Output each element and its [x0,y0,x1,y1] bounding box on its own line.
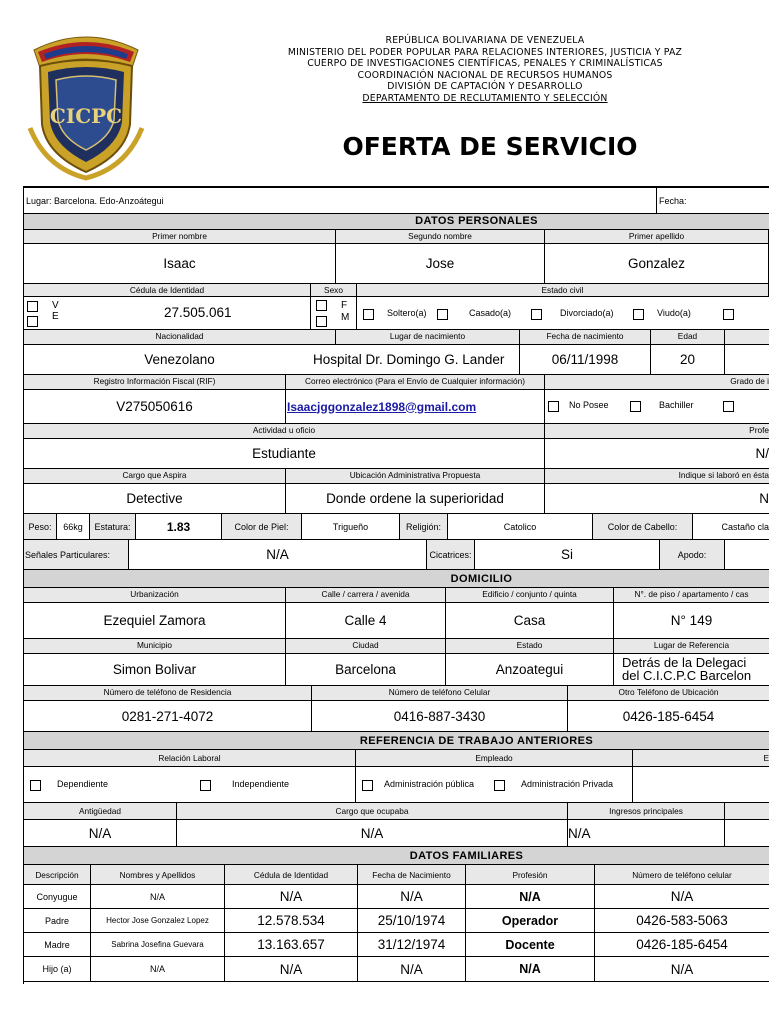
referencia-value [614,654,769,686]
familia-cell: N/A [466,957,595,982]
cicatrices-label: Cicatrices: [427,540,475,570]
section-datos-familiares: DATOS FAMILIARES [24,847,769,865]
segundo-nombre-value: Jose [336,244,545,284]
logo-text: CICPC [49,104,123,128]
referencia-line-1: Detrás de la Delegaci [622,655,747,670]
apodo-value [725,540,769,570]
religion-label: Religión: [400,514,448,540]
fecha-nacimiento-value: 06/11/1998 [520,345,651,375]
senales-value: N/A [129,540,427,570]
actividad-label: Actividad u oficio [24,424,545,439]
header-line: COORDINACIÓN NACIONAL DE RECURSOS HUMANOS [357,69,613,81]
laboro-label: Indique si laboró en ésta [545,469,769,484]
correo-cell [286,390,545,424]
familia-cell: 25/10/1974 [358,909,466,933]
edificio-label: Edificio / conjunto / quinta [446,588,614,603]
familia-cell: N/A [595,957,769,982]
edad-value: 20 [651,345,725,375]
sexo-m-checkbox[interactable] [316,316,327,327]
primer-apellido-value: Gonzalez [545,244,769,284]
estado-label: Estado [446,639,614,654]
familia-cell: N/A [595,885,769,909]
section-datos-personales: DATOS PERSONALES [24,214,769,230]
familia-cell: Sabrina Josefina Guevara [91,933,225,957]
soltero-label: Soltero(a) [387,308,427,318]
apodo-label: Apodo: [660,540,725,570]
grado-label: Grado de i [545,375,769,390]
municipio-label: Municipio [24,639,286,654]
familia-cell: N/A [466,885,595,909]
primer-apellido-label: Primer apellido [545,230,769,244]
no-posee-label: No Posee [569,400,609,410]
sexo-label: Sexo [311,284,357,297]
estado-value: Anzoategui [446,654,614,686]
piso-value: N° 149 [614,603,769,639]
primer-nombre-value: Isaac [24,244,336,284]
admin-privada-checkbox[interactable] [494,780,505,791]
lugar-nacimiento-label: Lugar de nacimiento [336,330,520,345]
estado-civil-label: Estado civil [357,284,769,297]
estatura-value: 1.83 [136,514,222,540]
ubicacion-label: Ubicación Administrativa Propuesta [286,469,545,484]
soltero-checkbox[interactable] [363,309,374,320]
ingresos-extra-value [725,820,769,847]
ingresos-value: N/A [568,820,725,847]
service-form [23,186,769,984]
familia-cell: Padre [24,909,91,933]
relacion-cell [24,767,356,803]
cedula-label: Cédula de Identidad [24,284,311,297]
sexo-f-label: F [341,300,348,311]
actividad-value: Estudiante [24,439,545,469]
calle-value: Calle 4 [286,603,446,639]
cedula-cell [24,297,311,330]
familia-cell: N/A [91,957,225,982]
nacionalidad-label: Nacionalidad [24,330,336,345]
union-checkbox[interactable] [723,309,734,320]
casado-checkbox[interactable] [437,309,448,320]
header-line: CUERPO DE INVESTIGACIONES CIENTÍFICAS, PENALES Y CRIMINALÍSTICAS [307,58,663,70]
familia-cell: 0426-583-5063 [595,909,769,933]
ingresos-label: Ingresos principales [568,803,725,820]
cargo-aspira-label: Cargo que Aspira [24,469,286,484]
cabello-label: Color de Cabello: [593,514,693,540]
tsu-checkbox[interactable] [723,401,734,412]
religion-value: Catolico [448,514,593,540]
familia-header: Nombres y Apellidos [91,865,225,885]
sexo-f-checkbox[interactable] [316,300,327,311]
relacion-laboral-label: Relación Laboral [24,750,356,767]
segundo-nombre-label: Segundo nombre [336,230,545,244]
ingresos-extra-label [725,803,769,820]
cargo-aspira-value: Detective [24,484,286,514]
cargo-ocupaba-value: N/A [177,820,568,847]
header-line: MINISTERIO DEL PODER POPULAR PARA RELACIONES INTERIORES, JUSTICIA Y PAZ [287,46,683,58]
piel-label: Color de Piel: [222,514,302,540]
no-posee-checkbox[interactable] [548,401,559,412]
empleado-label: Empleado [356,750,633,767]
familia-cell: Madre [24,933,91,957]
piel-value: Trigueño [302,514,400,540]
familia-header: Descripción [24,865,91,885]
cedula-v-checkbox[interactable] [27,301,38,312]
empleado-cell [356,767,633,803]
calle-label: Calle / carrera / avenida [286,588,446,603]
header-line: REPÚBLICA BOLIVARIANA DE VENEZUELA [385,35,585,46]
header-line: DIVISIÓN DE CAPTACIÓN Y DESARROLLO [387,81,583,93]
familia-header: Número de teléfono celular [595,865,769,885]
piso-label: N°. de piso / apartamento / cas [614,588,769,603]
admin-publica-label: Administración pública [384,779,475,789]
viudo-checkbox[interactable] [633,309,644,320]
fecha-label: Fecha: [657,188,769,214]
familia-cell: 13.163.657 [225,933,358,957]
estado-civil-cell [357,297,769,330]
familia-cell: Hijo (a) [24,957,91,982]
familia-cell: Conyugue [24,885,91,909]
edificio-value: Casa [446,603,614,639]
extra-trabajo-cell [633,767,769,803]
antiguedad-label: Antigüedad [24,803,177,820]
familia-header: Profesión [466,865,595,885]
tel-residencia-label: Número de teléfono de Residencia [24,686,312,701]
cedula-e-checkbox[interactable] [27,316,38,327]
antiguedad-value: N/A [24,820,177,847]
tel-otro-value: 0426-185-6454 [568,701,769,732]
profesion-label: Profe [545,424,769,439]
cedula-e-label: E [52,311,59,322]
familia-cell: 0426-185-6454 [595,933,769,957]
cedula-v-label: V [52,300,59,311]
extra-label-cell [725,330,769,345]
casado-label: Casado(a) [469,308,512,318]
tel-residencia-value: 0281-271-4072 [24,701,312,732]
familia-cell: N/A [91,885,225,909]
header-line: DEPARTAMENTO DE RECLUTAMIENTO Y SELECCIÓN [362,92,608,104]
independiente-label: Independiente [232,779,290,789]
lugar-nacimiento-value: Hospital Dr. Domingo G. Lander [311,345,520,375]
peso-value: 66kg [57,514,90,540]
admin-publica-checkbox[interactable] [362,780,373,791]
tel-otro-label: Otro Teléfono de Ubicación [568,686,769,701]
section-trabajo: REFERENCIA DE TRABAJO ANTERIORES [24,732,769,750]
familia-cell: N/A [225,957,358,982]
extra-value-cell [725,345,769,375]
ciudad-label: Ciudad [286,639,446,654]
bachiller-label: Bachiller [659,400,694,410]
page-title: OFERTA DE SERVICIO [342,132,638,161]
ciudad-value: Barcelona [286,654,446,686]
viudo-label: Viudo(a) [657,308,691,318]
profesion-value: N/ [545,439,769,469]
rif-value: V275050616 [24,390,286,424]
dependiente-label: Dependiente [57,779,109,789]
familia-header: Cédula de Identidad [225,865,358,885]
nacionalidad-value: Venezolano [24,345,336,375]
admin-privada-label: Administración Privada [521,779,614,789]
familia-cell: N/A [358,885,466,909]
primer-nombre-label: Primer nombre [24,230,336,244]
cedula-value: 27.505.061 [164,305,232,320]
bachiller-checkbox[interactable] [630,401,641,412]
laboro-value: N [545,484,769,514]
dependiente-checkbox[interactable] [30,780,41,791]
rif-label: Registro Información Fiscal (RIF) [24,375,286,390]
cicpc-logo [26,28,146,180]
urbanizacion-value: Ezequiel Zamora [24,603,286,639]
section-domicilio: DOMICILIO [24,570,769,588]
familia-cell: N/A [225,885,358,909]
familia-header: Fecha de Nacimiento [358,865,466,885]
familia-cell: Hector Jose Gonzalez Lopez [91,909,225,933]
estatura-label: Estatura: [90,514,136,540]
lugar-text: Lugar: Barcelona. Edo-Anzoátegui [24,188,657,214]
urbanizacion-label: Urbanización [24,588,286,603]
fecha-nacimiento-label: Fecha de nacimiento [520,330,651,345]
referencia-line-2: del C.I.C.P.C Barcelon [622,668,752,683]
divorciado-label: Divorciado(a) [560,308,614,318]
independiente-checkbox[interactable] [200,780,211,791]
tel-celular-value: 0416-887-3430 [312,701,568,732]
tel-celular-label: Número de teléfono Celular [312,686,568,701]
familia-cell: 12.578.534 [225,909,358,933]
cargo-ocupaba-label: Cargo que ocupaba [177,803,568,820]
familia-cell: Docente [466,933,595,957]
peso-label: Peso: [24,514,57,540]
sexo-m-label: M [341,312,350,323]
municipio-value: Simon Bolivar [24,654,286,686]
header-block [260,35,710,105]
cabello-value: Castaño cla [693,514,769,540]
familia-cell: Operador [466,909,595,933]
ubicacion-value: Donde ordene la superioridad [286,484,545,514]
senales-label: Señales Particulares: [24,540,129,570]
divorciado-checkbox[interactable] [531,309,542,320]
cicatrices-value: Si [475,540,660,570]
sexo-cell [311,297,357,330]
familia-cell: 31/12/1974 [358,933,466,957]
correo-link[interactable]: Isaacjggonzalez1898@gmail.com [287,399,477,414]
extra-trabajo-label: E [633,750,769,767]
correo-label: Correo electrónico (Para el Envío de Cualquier información) [286,375,545,390]
familia-cell: N/A [358,957,466,982]
grado-cell [545,390,769,424]
referencia-label: Lugar de Referencia [614,639,769,654]
edad-label: Edad [651,330,725,345]
